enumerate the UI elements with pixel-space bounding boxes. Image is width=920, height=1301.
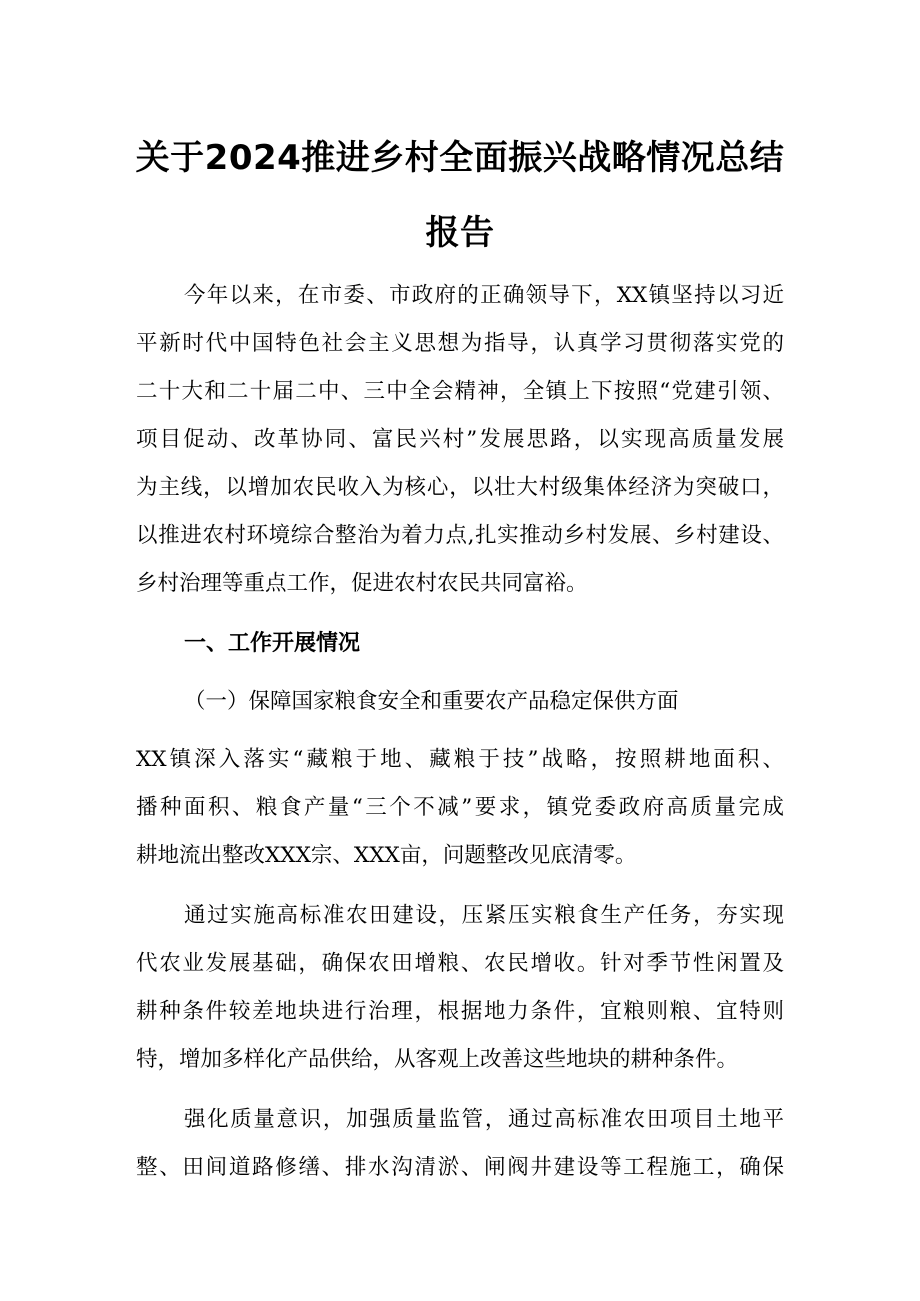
paragraph-line: 整、田间道路修缮、排水沟清淤、闸阀井建设等工程施工，确保 bbox=[136, 1155, 784, 1180]
paragraph-line: 代农业发展基础，确保农田增粮、农民增收。针对季节性闲置及 bbox=[136, 951, 784, 976]
document-title-continued: 报告 bbox=[425, 213, 495, 253]
paragraph-line: 特，增加多样化产品供给，从客观上改善这些地块的耕种条件。 bbox=[136, 1047, 739, 1072]
section-heading: 一、工作开展情况 bbox=[184, 631, 361, 656]
paragraph-line: 耕地流出整改XXX宗、XXX亩，问题整改见底清零。 bbox=[136, 843, 637, 868]
subsection-heading: （一）保障国家粮食安全和重要农产品稳定保供方面 bbox=[184, 689, 679, 714]
paragraph-line: 通过实施高标准农田建设，压紧压实粮食生产任务，夯实现 bbox=[184, 903, 784, 928]
paragraph-line: 为主线，以增加农民收入为核心，以壮大村级集体经济为突破口， bbox=[136, 475, 784, 500]
document-title: 关于2024推进乡村全面振兴战略情况总结 bbox=[135, 138, 785, 178]
paragraph-line: 今年以来，在市委、市政府的正确领导下，XX镇坚持以习近 bbox=[184, 283, 784, 308]
paragraph-line: 二十大和二十届二中、三中全会精神，全镇上下按照“党建引领、 bbox=[136, 379, 784, 404]
paragraph-line: 强化质量意识，加强质量监管，通过高标准农田项目土地平 bbox=[184, 1107, 784, 1132]
paragraph-line: 项目促动、改革协同、富民兴村”发展思路，以实现高质量发展 bbox=[136, 427, 784, 452]
paragraph-line: 平新时代中国特色社会主义思想为指导，认真学习贯彻落实党的 bbox=[136, 331, 784, 356]
paragraph-line: XX镇深入落实“藏粮于地、藏粮于技”战略，按照耕地面积、 bbox=[136, 747, 784, 772]
paragraph-line: 乡村治理等重点工作，促进农村农民共同富裕。 bbox=[136, 571, 588, 596]
paragraph-line: 播种面积、粮食产量“三个不减”要求，镇党委政府高质量完成 bbox=[136, 795, 784, 820]
paragraph-line: 以推进农村环境综合整治为着力点,扎实推动乡村发展、乡村建设、 bbox=[136, 523, 784, 548]
paragraph-line: 耕种条件较差地块进行治理，根据地力条件，宜粮则粮、宜特则 bbox=[136, 999, 784, 1024]
